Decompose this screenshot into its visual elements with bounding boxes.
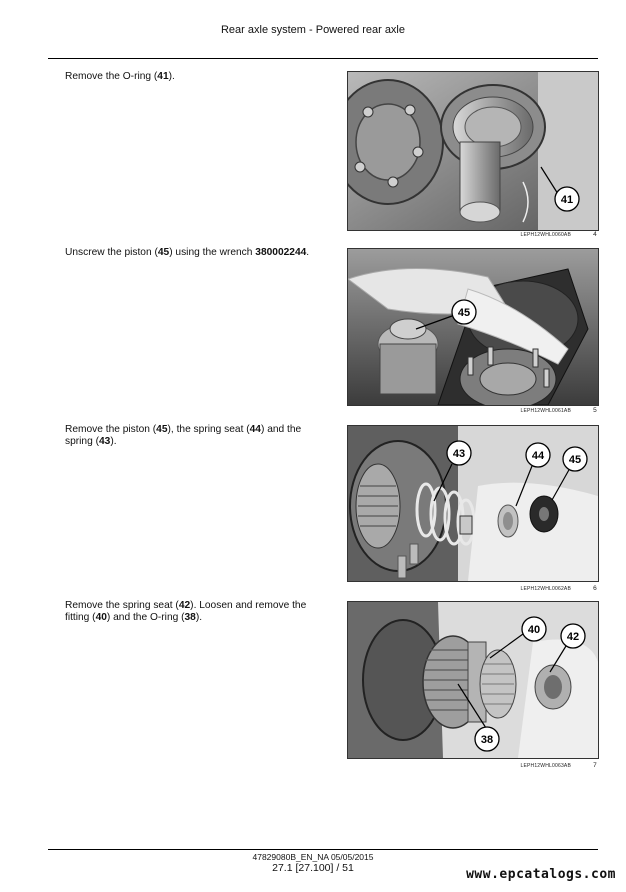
step-3-ref: 44 [249,424,261,435]
figure-7-code: LEPH12WHL0063AB [520,763,571,769]
footer-divider [48,849,598,850]
figure-5-code: LEPH12WHL0061AB [520,408,571,414]
step-4-ref: 42 [178,600,191,611]
step-1-instruction [65,71,327,83]
step-3-instruction [65,424,327,448]
callout-44: 44 [531,450,545,462]
figure-7-photo [347,601,599,759]
step-4-ref: 38 [184,612,196,623]
header-divider [48,58,598,59]
figure-5-number: 5 [593,407,597,414]
step-2-text: . [306,247,310,258]
step-3-text: Remove the piston ( [65,424,157,435]
step-3-text: ), the spring seat ( [167,424,250,435]
figure-6-code: LEPH12WHL0062AB [520,586,571,592]
callout-42: 42 [566,631,580,643]
figure-4-code: LEPH12WHL0060AB [520,232,571,238]
callout-45b: 45 [568,454,582,466]
callout-45: 45 [457,307,471,319]
step-4-ref: 40 [95,612,107,623]
step-2-text: Unscrew the piston ( [65,247,158,258]
figure-4-number: 4 [593,231,597,238]
figure-7-number: 7 [593,762,597,769]
figure-6-photo [347,425,599,582]
step-3-ref: 43 [98,436,111,447]
step-2-text: ) using the wrench [169,247,256,258]
step-4-instruction [65,600,327,624]
figure-4-photo [347,71,599,231]
footer-page-number: 27.1 [27.100] / 51 [272,862,354,874]
callout-40: 40 [527,624,541,636]
step-2-instruction [65,247,327,259]
figure-6-number: 6 [593,585,597,592]
step-1-ref: 41 [157,71,169,82]
step-1-text: ). [168,71,175,82]
step-4-text: ). Loosen and remove the fitting ( [65,600,307,623]
page-header-title: Rear axle system - Powered rear axle [220,24,405,36]
step-4-text: ). [195,612,203,623]
step-3-text: ) and the spring ( [65,424,302,447]
figure-5-photo [347,248,599,406]
step-1-text: Remove the O-ring ( [65,71,158,82]
watermark-url: www.epcatalogs.com [466,867,616,882]
step-4-text: Remove the spring seat ( [65,600,179,611]
step-4-text: ) and the O-ring ( [106,612,185,623]
callout-41: 41 [560,194,574,206]
step-2-wrench-ref: 380002244 [255,247,307,258]
callout-43: 43 [452,448,466,460]
footer-document-id: 47829080B_EN_NA 05/05/2015 [252,852,374,862]
step-2-ref: 45 [157,247,170,258]
step-3-ref: 45 [156,424,168,435]
step-3-text: ). [110,436,117,447]
callout-38: 38 [480,734,494,746]
